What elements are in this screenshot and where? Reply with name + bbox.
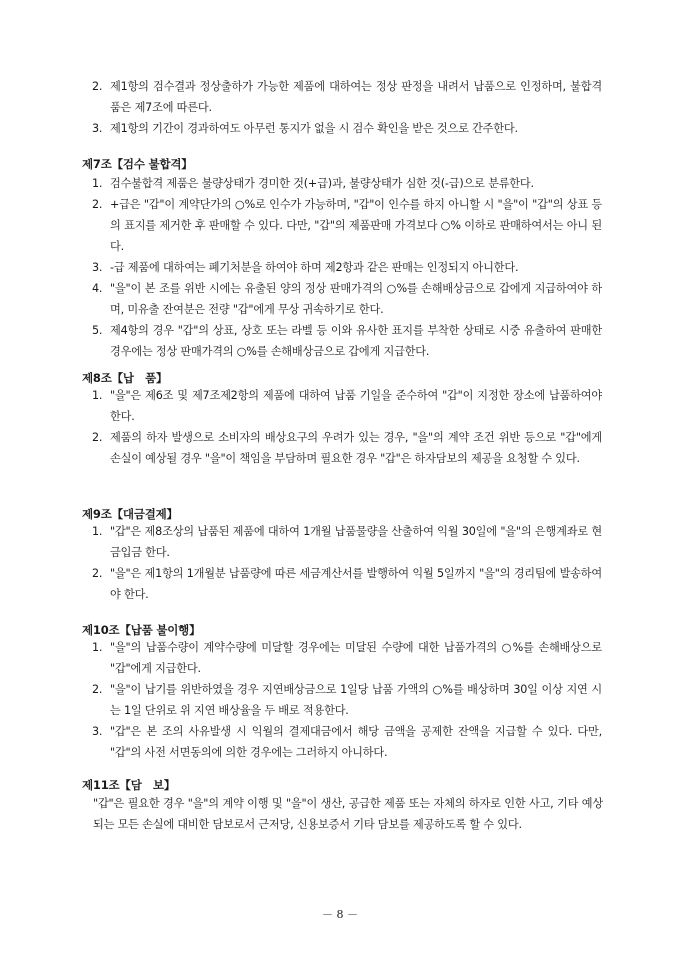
article-7-list <box>82 173 602 362</box>
list-item: 3. 제1항의 기간이 경과하여도 아무런 통지가 없을 시 검수 확인을 받은 것으로 간주한다. <box>92 122 518 135</box>
article-10-heading: 제10조【납품 불이행】 <box>82 623 201 637</box>
item-text: "을"의 납품수량이 계약수량에 미달할 경우에는 미달된 수량에 대한 납품가격의 ○%를 손해배상으로 "갑"에게 지급한다. <box>110 641 602 675</box>
list-item: 1. "갑"은 제8조상의 납품된 제품에 대하여 1개월 납품물량을 산출하여 익월 30일에 "을"의 은행계좌로 현금입금 한다. <box>92 525 602 559</box>
list-item: 2. 제1항의 검수결과 정상출하가 가능한 제품에 대하여는 정상 판정을 내려서 납품으로 인정하며, 불합격품은 제7조에 따른다. <box>92 80 602 114</box>
item-text: "을"이 본 조를 위반 시에는 유출된 양의 정상 판매가격의 ○%를 손해배상금으로 갑에게 지급하여야 하며, 미유출 잔여분은 전량 "갑"에게 무상 귀속하기로 한다. <box>110 282 602 316</box>
page-number: － 8 － <box>322 908 358 921</box>
item-text: "을"은 제1항의 1개월분 납품량에 따른 세금계산서를 발행하여 익월 5일까지 "을"의 경리팀에 발송하여야 한다. <box>110 567 602 601</box>
list-item: 2. "을"은 제1항의 1개월분 납품량에 따른 세금계산서를 발행하여 익월 5일까지 "을"의 경리팀에 발송하여야 한다. <box>92 567 602 601</box>
item-text: "갑"은 제8조상의 납품된 제품에 대하여 1개월 납품물량을 산출하여 익월 30일에 "을"의 은행계좌로 현금입금 한다. <box>110 525 602 559</box>
item-text: 제4항의 경우 "갑"의 상표, 상호 또는 라벨 등 이와 유사한 표지를 부착한 상태로 시중 유출하여 판매한 경우에는 정상 판매가격의 ○%를 손해배상금으로 갑에게 지급한다. <box>110 324 602 358</box>
list-item: 3. -급 제품에 대하여는 폐기처분을 하여야 하며 제2항과 같은 판매는 인정되지 아니한다. <box>92 261 519 274</box>
list-item: 5. 제4항의 경우 "갑"의 상표, 상호 또는 라벨 등 이와 유사한 표지를 부착한 상태로 시중 유출하여 판매한 경우에는 정상 판매가격의 ○%를 손해배상금으로 갑에게 지급한다. <box>92 324 602 358</box>
list-item: 2. +급은 "갑"이 계약단가의 ○%로 인수가 가능하며, "갑"이 인수를 하지 아니할 시 "을"이 "갑"의 상표 등의 표지를 제거한 후 판매할 수 있다. 다만, "갑"의 제품판매 가격보다 ○% 이하로 판매하여서는 아니 된다. <box>92 198 602 253</box>
article-8-list <box>82 385 602 469</box>
list-item: 2. 제품의 하자 발생으로 소비자의 배상요구의 우려가 있는 경우, "을"의 계약 조건 위반 등으로 "갑"에게 손실이 예상될 경우 "을"이 책임을 부담하며 필요한 경우 "갑"은 하자담보의 제공을 요청할 수 있다. <box>92 431 602 465</box>
intro-list <box>82 76 602 139</box>
item-text: "갑"은 본 조의 사유발생 시 익월의 결제대금에서 해당 금액을 공제한 잔액을 지급할 수 있다. 다만, "갑"의 사전 서면동의에 의한 경우에는 그러하지 아니하다. <box>110 725 602 759</box>
list-item: 3. "갑"은 본 조의 사유발생 시 익월의 결제대금에서 해당 금액을 공제한 잔액을 지급할 수 있다. 다만, "갑"의 사전 서면동의에 의한 경우에는 그러하지 아니하다. <box>92 725 602 759</box>
list-item: 1. "을"의 납품수량이 계약수량에 미달할 경우에는 미달된 수량에 대한 납품가격의 ○%를 손해배상으로 "갑"에게 지급한다. <box>92 641 602 675</box>
article-11-body: "갑"은 필요한 경우 "을"의 계약 이행 및 "을"이 생산, 공급한 제품 또는 자체의 하자로 인한 사고, 기타 예상되는 모든 손실에 대비한 담보로서 근저당, 신용보증서 기타 담보를 제공하도록 할 수 있다. <box>93 797 603 831</box>
article-9-list <box>82 521 602 605</box>
item-text: 제1항의 검수결과 정상출하가 가능한 제품에 대하여는 정상 판정을 내려서 납품으로 인정하며, 불합격품은 제7조에 따른다. <box>110 80 602 114</box>
list-item: 1. "을"은 제6조 및 제7조제2항의 제품에 대하여 납품 기일을 준수하여 "갑"이 지정한 장소에 납품하여야 한다. <box>92 389 602 423</box>
list-item: 2. "을"이 납기를 위반하였을 경우 지연배상금으로 1일당 납품 가액의 ○%를 배상하며 30일 이상 지연 시는 1일 단위로 위 지연 배상율을 두 배로 적용한다. <box>92 683 602 717</box>
item-text: 제품의 하자 발생으로 소비자의 배상요구의 우려가 있는 경우, "을"의 계약 조건 위반 등으로 "갑"에게 손실이 예상될 경우 "을"이 책임을 부담하며 필요한 경우 "갑"은 하자담보의 제공을 요청할 수 있다. <box>110 431 602 465</box>
article-11-heading: 제11조【담 보】 <box>82 778 176 792</box>
article-9-heading: 제9조【대금결제】 <box>82 507 178 521</box>
article-10-list <box>82 637 602 763</box>
article-8-heading: 제8조【납 품】 <box>82 371 168 385</box>
list-item: 4. "을"이 본 조를 위반 시에는 유출된 양의 정상 판매가격의 ○%를 손해배상금으로 갑에게 지급하여야 하며, 미유출 잔여분은 전량 "갑"에게 무상 귀속하기로 한다. <box>92 282 602 316</box>
item-text: -급 제품에 대하여는 폐기처분을 하여야 하며 제2항과 같은 판매는 인정되지 아니한다. <box>110 261 519 274</box>
item-text: 검수불합격 제품은 불량상태가 경미한 것(+급)과, 불량상태가 심한 것(-급)으로 분류한다. <box>110 177 534 190</box>
item-text: "을"이 납기를 위반하였을 경우 지연배상금으로 1일당 납품 가액의 ○%를 배상하며 30일 이상 지연 시는 1일 단위로 위 지연 배상율을 두 배로 적용한다. <box>110 683 602 717</box>
list-item: 1. 검수불합격 제품은 불량상태가 경미한 것(+급)과, 불량상태가 심한 것(-급)으로 분류한다. <box>92 177 534 190</box>
item-text: "을"은 제6조 및 제7조제2항의 제품에 대하여 납품 기일을 준수하여 "갑"이 지정한 장소에 납품하여야 한다. <box>110 389 602 423</box>
article-7-heading: 제7조【검수 불합격】 <box>82 157 193 171</box>
item-text: +급은 "갑"이 계약단가의 ○%로 인수가 가능하며, "갑"이 인수를 하지 아니할 시 "을"이 "갑"의 상표 등의 표지를 제거한 후 판매할 수 있다. 다만, "갑"의 제품판매 가격보다 ○% 이하로 판매하여서는 아니 된다. <box>110 198 602 253</box>
item-text: 제1항의 기간이 경과하여도 아무런 통지가 없을 시 검수 확인을 받은 것으로 간주한다. <box>110 122 518 135</box>
